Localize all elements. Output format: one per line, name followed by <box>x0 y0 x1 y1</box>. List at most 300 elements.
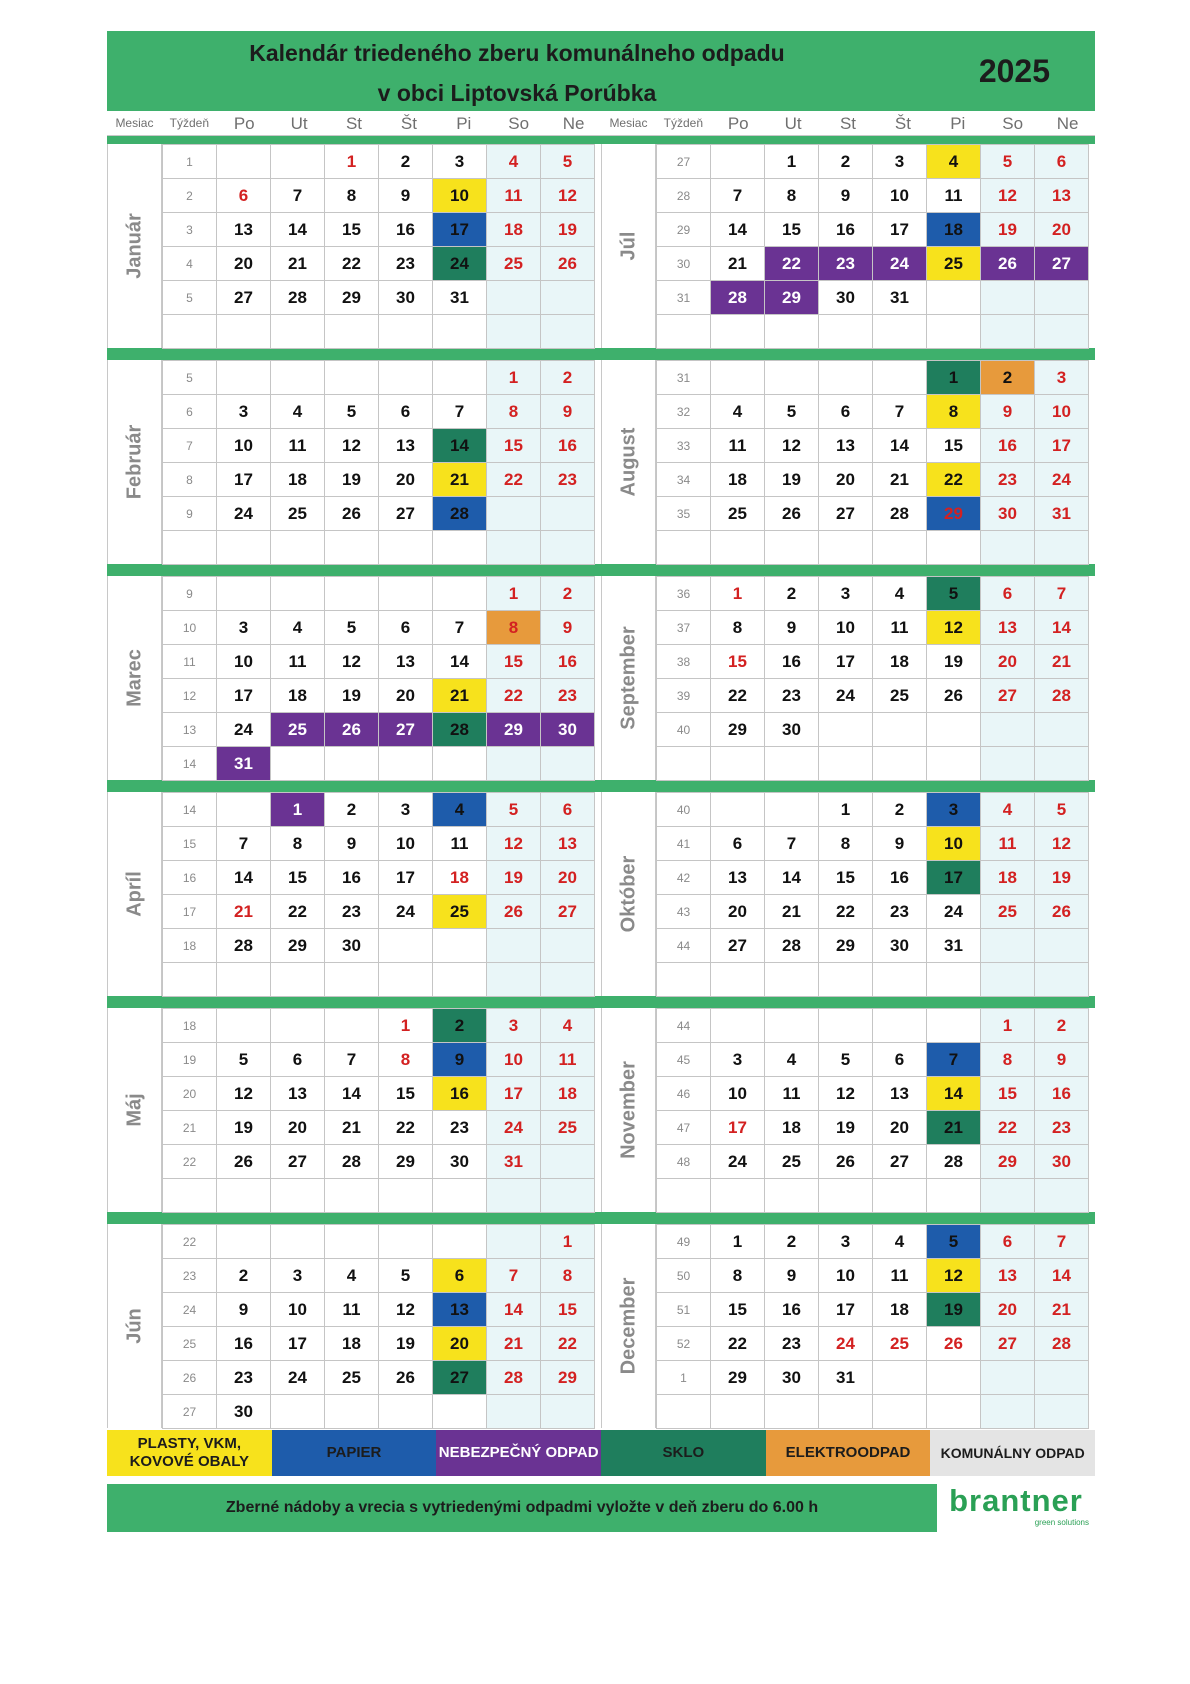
day-cell: 25 <box>324 1360 379 1395</box>
day-cell: 17 <box>818 1292 873 1327</box>
day-cell <box>872 360 927 395</box>
week-row <box>162 428 601 462</box>
day-cell <box>710 144 765 179</box>
week-number <box>656 530 711 565</box>
day-cell: 25 <box>710 496 765 531</box>
week-number: 27 <box>162 1394 217 1429</box>
header-day: Ut <box>784 113 802 133</box>
day-cell: 11 <box>872 610 927 645</box>
week-number <box>162 530 217 565</box>
week-number <box>656 314 711 349</box>
day-cell <box>216 1008 271 1043</box>
day-cell: 18 <box>270 678 325 713</box>
day-cell <box>486 962 541 997</box>
week-row <box>656 792 1095 826</box>
day-cell <box>216 576 271 611</box>
week-row <box>162 928 601 962</box>
day-cell: 29 <box>818 928 873 963</box>
day-cell <box>540 962 595 997</box>
month-name: Október <box>617 855 639 933</box>
day-cell: 23 <box>324 894 379 929</box>
week-number: 40 <box>656 792 711 827</box>
day-cell: 27 <box>378 712 433 747</box>
day-cell: 4 <box>270 610 325 645</box>
week-row <box>162 1110 601 1144</box>
day-cell: 11 <box>270 428 325 463</box>
day-cell <box>764 962 819 997</box>
day-cell <box>980 314 1035 349</box>
week-row <box>162 1292 601 1326</box>
day-cell: 10 <box>818 1258 873 1293</box>
month-label-cell <box>601 1008 656 1212</box>
day-cell: 21 <box>872 462 927 497</box>
month-grid <box>162 576 601 780</box>
day-cell: 26 <box>324 712 379 747</box>
day-cell: 24 <box>216 496 271 531</box>
day-cell: 20 <box>710 894 765 929</box>
day-cell: 3 <box>818 1224 873 1259</box>
day-cell: 15 <box>486 428 541 463</box>
week-row <box>162 496 601 530</box>
day-cell: 7 <box>432 610 487 645</box>
week-number: 12 <box>162 678 217 713</box>
day-cell: 25 <box>764 1144 819 1179</box>
day-cell: 28 <box>872 496 927 531</box>
day-cell: 16 <box>1034 1076 1089 1111</box>
day-cell: 8 <box>378 1042 433 1077</box>
day-cell: 21 <box>486 1326 541 1361</box>
day-cell: 23 <box>432 1110 487 1145</box>
day-cell: 10 <box>818 610 873 645</box>
day-cell: 14 <box>216 860 271 895</box>
day-cell <box>980 962 1035 997</box>
header-month: Mesiac <box>609 115 648 130</box>
day-cell: 18 <box>926 212 981 247</box>
day-cell: 19 <box>540 212 595 247</box>
month-name: Apríl <box>123 871 145 917</box>
day-cell <box>378 530 433 565</box>
day-cell <box>1034 962 1089 997</box>
week-number: 5 <box>162 360 217 395</box>
day-cell: 2 <box>540 576 595 611</box>
day-cell: 13 <box>980 1258 1035 1293</box>
week-row <box>656 428 1095 462</box>
month-február <box>107 360 601 564</box>
week-number: 4 <box>162 246 217 281</box>
day-cell: 12 <box>818 1076 873 1111</box>
day-cell: 24 <box>872 246 927 281</box>
week-number: 11 <box>162 644 217 679</box>
day-cell: 8 <box>980 1042 1035 1077</box>
week-number: 38 <box>656 644 711 679</box>
day-cell <box>216 1224 271 1259</box>
day-cell: 21 <box>270 246 325 281</box>
day-cell: 9 <box>378 178 433 213</box>
day-cell: 4 <box>872 1224 927 1259</box>
day-cell: 5 <box>540 144 595 179</box>
day-cell: 1 <box>486 360 541 395</box>
day-cell: 26 <box>486 894 541 929</box>
day-cell: 16 <box>378 212 433 247</box>
day-cell <box>216 360 271 395</box>
day-cell <box>378 962 433 997</box>
day-cell <box>872 1360 927 1395</box>
day-cell: 10 <box>378 826 433 861</box>
day-cell: 3 <box>216 610 271 645</box>
day-cell <box>324 360 379 395</box>
day-cell: 6 <box>378 610 433 645</box>
day-cell: 9 <box>432 1042 487 1077</box>
logo-tagline: green solutions <box>1034 1518 1089 1527</box>
day-cell <box>926 1008 981 1043</box>
week-number: 22 <box>162 1224 217 1259</box>
day-cell <box>270 1394 325 1429</box>
day-cell: 30 <box>764 1360 819 1395</box>
week-row <box>656 860 1095 894</box>
day-cell: 28 <box>486 1360 541 1395</box>
day-cell: 16 <box>818 212 873 247</box>
week-number: 26 <box>162 1360 217 1395</box>
day-cell: 7 <box>486 1258 541 1293</box>
day-cell: 6 <box>980 576 1035 611</box>
day-cell: 17 <box>1034 428 1089 463</box>
week-row <box>162 746 601 780</box>
week-number: 48 <box>656 1144 711 1179</box>
day-cell: 7 <box>872 394 927 429</box>
day-cell <box>980 928 1035 963</box>
week-number: 31 <box>656 280 711 315</box>
day-cell: 26 <box>926 1326 981 1361</box>
day-cell: 16 <box>980 428 1035 463</box>
day-cell: 16 <box>764 1292 819 1327</box>
week-number: 25 <box>162 1326 217 1361</box>
day-cell <box>710 962 765 997</box>
day-cell: 10 <box>872 178 927 213</box>
day-cell: 26 <box>1034 894 1089 929</box>
day-cell: 4 <box>486 144 541 179</box>
day-cell: 14 <box>872 428 927 463</box>
header-day: Št <box>894 113 911 133</box>
week-number: 24 <box>162 1292 217 1327</box>
day-cell <box>872 1008 927 1043</box>
day-cell: 16 <box>432 1076 487 1111</box>
day-cell <box>324 1178 379 1213</box>
day-cell: 5 <box>764 394 819 429</box>
day-cell: 8 <box>926 394 981 429</box>
day-cell: 23 <box>540 462 595 497</box>
day-cell: 11 <box>324 1292 379 1327</box>
day-cell: 20 <box>1034 212 1089 247</box>
week-row <box>656 1076 1095 1110</box>
day-cell: 28 <box>216 928 271 963</box>
header-day: Po <box>727 113 749 133</box>
week-row <box>656 1258 1095 1292</box>
week-number <box>656 1178 711 1213</box>
day-cell: 3 <box>378 792 433 827</box>
day-cell <box>378 1394 433 1429</box>
day-cell: 8 <box>270 826 325 861</box>
day-cell: 29 <box>710 1360 765 1395</box>
day-cell <box>1034 314 1089 349</box>
week-row <box>162 1042 601 1076</box>
month-name: Máj <box>123 1093 145 1127</box>
day-cell: 9 <box>1034 1042 1089 1077</box>
week-row <box>656 712 1095 746</box>
day-cell: 17 <box>432 212 487 247</box>
day-cell: 4 <box>764 1042 819 1077</box>
day-cell: 22 <box>980 1110 1035 1145</box>
week-row <box>656 1110 1095 1144</box>
day-cell: 15 <box>270 860 325 895</box>
day-cell: 13 <box>432 1292 487 1327</box>
day-cell: 2 <box>872 792 927 827</box>
day-cell <box>432 530 487 565</box>
day-cell: 25 <box>486 246 541 281</box>
month-júl <box>601 144 1095 348</box>
day-cell <box>764 1008 819 1043</box>
day-cell: 25 <box>270 712 325 747</box>
month-label-cell <box>107 576 162 780</box>
day-cell: 1 <box>540 1224 595 1259</box>
day-cell: 19 <box>764 462 819 497</box>
month-block <box>107 1224 1095 1428</box>
day-cell: 3 <box>872 144 927 179</box>
day-cell <box>764 792 819 827</box>
week-row <box>162 394 601 428</box>
day-cell <box>216 792 271 827</box>
day-cell: 8 <box>324 178 379 213</box>
day-cell: 30 <box>216 1394 271 1429</box>
day-cell: 17 <box>270 1326 325 1361</box>
day-cell: 20 <box>270 1110 325 1145</box>
week-number: 5 <box>162 280 217 315</box>
day-cell <box>378 1224 433 1259</box>
day-cell: 8 <box>486 610 541 645</box>
day-cell: 19 <box>216 1110 271 1145</box>
week-number: 14 <box>162 746 217 781</box>
day-cell: 30 <box>378 280 433 315</box>
day-cell: 17 <box>378 860 433 895</box>
day-cell: 6 <box>818 394 873 429</box>
day-cell: 6 <box>378 394 433 429</box>
day-cell: 19 <box>324 462 379 497</box>
day-cell: 21 <box>432 678 487 713</box>
day-cell: 1 <box>710 576 765 611</box>
day-cell <box>710 360 765 395</box>
week-number: 8 <box>162 462 217 497</box>
day-cell: 28 <box>432 712 487 747</box>
week-row <box>656 394 1095 428</box>
month-label-cell <box>107 360 162 564</box>
day-cell: 20 <box>432 1326 487 1361</box>
week-number: 43 <box>656 894 711 929</box>
week-number: 47 <box>656 1110 711 1145</box>
day-cell: 24 <box>270 1360 325 1395</box>
day-cell: 6 <box>270 1042 325 1077</box>
day-cell: 7 <box>432 394 487 429</box>
day-cell <box>764 1178 819 1213</box>
day-cell: 10 <box>710 1076 765 1111</box>
week-row <box>162 1258 601 1292</box>
section-divider <box>107 564 1095 576</box>
month-label-cell <box>601 792 656 996</box>
week-row <box>162 144 601 178</box>
day-cell: 22 <box>926 462 981 497</box>
day-cell: 13 <box>378 428 433 463</box>
day-cell <box>432 1224 487 1259</box>
day-cell: 3 <box>486 1008 541 1043</box>
week-number: 36 <box>656 576 711 611</box>
week-row <box>162 826 601 860</box>
day-cell: 25 <box>926 246 981 281</box>
week-number: 1 <box>656 1360 711 1395</box>
day-cell: 27 <box>980 1326 1035 1361</box>
day-cell <box>216 144 271 179</box>
day-cell: 12 <box>324 644 379 679</box>
month-name: Január <box>123 213 145 279</box>
day-cell <box>432 576 487 611</box>
week-row <box>162 530 601 564</box>
day-cell: 28 <box>764 928 819 963</box>
day-cell: 6 <box>980 1224 1035 1259</box>
header-month: Mesiac <box>115 115 154 130</box>
week-number: 37 <box>656 610 711 645</box>
day-cell <box>378 576 433 611</box>
day-cell <box>1034 530 1089 565</box>
day-cell <box>1034 1178 1089 1213</box>
month-grid <box>162 1008 601 1212</box>
day-cell <box>270 746 325 781</box>
day-cell <box>270 360 325 395</box>
day-cell: 11 <box>764 1076 819 1111</box>
day-cell: 7 <box>324 1042 379 1077</box>
day-cell: 4 <box>872 576 927 611</box>
day-cell <box>324 1224 379 1259</box>
day-cell: 22 <box>710 678 765 713</box>
day-cell: 21 <box>1034 644 1089 679</box>
day-cell: 30 <box>872 928 927 963</box>
section-divider <box>107 348 1095 360</box>
week-number: 49 <box>656 1224 711 1259</box>
day-cell: 26 <box>324 496 379 531</box>
day-cell: 3 <box>818 576 873 611</box>
day-cell <box>710 530 765 565</box>
day-cell: 26 <box>378 1360 433 1395</box>
day-cell: 2 <box>216 1258 271 1293</box>
day-cell: 21 <box>1034 1292 1089 1327</box>
day-cell: 8 <box>818 826 873 861</box>
week-row <box>656 962 1095 996</box>
day-cell <box>216 314 271 349</box>
day-cell: 10 <box>486 1042 541 1077</box>
week-number: 30 <box>656 246 711 281</box>
day-cell: 28 <box>324 1144 379 1179</box>
week-row <box>656 1042 1095 1076</box>
day-cell: 31 <box>818 1360 873 1395</box>
day-cell: 19 <box>486 860 541 895</box>
day-cell: 29 <box>980 1144 1035 1179</box>
week-number: 33 <box>656 428 711 463</box>
week-row <box>656 530 1095 564</box>
day-cell <box>270 530 325 565</box>
day-cell: 31 <box>432 280 487 315</box>
week-row <box>162 860 601 894</box>
logo-brand: brantner <box>949 1483 1083 1518</box>
day-cell: 15 <box>818 860 873 895</box>
day-cell: 8 <box>764 178 819 213</box>
week-number: 17 <box>162 894 217 929</box>
day-cell <box>1034 928 1089 963</box>
week-row <box>162 314 601 348</box>
day-cell: 1 <box>324 144 379 179</box>
week-row <box>162 576 601 610</box>
week-row <box>162 962 601 996</box>
week-row <box>656 246 1095 280</box>
day-cell <box>1034 1394 1089 1429</box>
day-cell: 3 <box>270 1258 325 1293</box>
day-cell: 14 <box>432 428 487 463</box>
day-cell: 2 <box>540 360 595 395</box>
week-number <box>656 962 711 997</box>
week-number: 19 <box>162 1042 217 1077</box>
day-cell: 21 <box>324 1110 379 1145</box>
week-row <box>162 1008 601 1042</box>
week-number: 34 <box>656 462 711 497</box>
day-cell <box>926 1360 981 1395</box>
day-cell: 25 <box>270 496 325 531</box>
day-cell: 8 <box>710 610 765 645</box>
day-cell: 22 <box>764 246 819 281</box>
day-cell: 12 <box>324 428 379 463</box>
day-cell: 4 <box>324 1258 379 1293</box>
day-cell <box>540 314 595 349</box>
day-cell: 16 <box>764 644 819 679</box>
day-cell: 11 <box>980 826 1035 861</box>
day-cell: 7 <box>764 826 819 861</box>
header-week: Týždeň <box>169 115 210 130</box>
day-cell <box>926 1394 981 1429</box>
day-cell <box>764 360 819 395</box>
day-cell: 24 <box>818 678 873 713</box>
day-cell <box>872 1394 927 1429</box>
day-cell: 2 <box>432 1008 487 1043</box>
day-cell <box>324 746 379 781</box>
day-cell: 17 <box>710 1110 765 1145</box>
week-number: 40 <box>656 712 711 747</box>
day-cell: 14 <box>486 1292 541 1327</box>
day-cell <box>926 314 981 349</box>
day-cell: 14 <box>432 644 487 679</box>
week-number: 51 <box>656 1292 711 1327</box>
month-jún <box>107 1224 601 1428</box>
day-cell <box>432 928 487 963</box>
day-cell <box>764 746 819 781</box>
day-cell: 2 <box>1034 1008 1089 1043</box>
day-cell: 15 <box>980 1076 1035 1111</box>
day-cell: 19 <box>926 644 981 679</box>
day-cell: 20 <box>818 462 873 497</box>
week-row <box>162 462 601 496</box>
week-row <box>162 1144 601 1178</box>
week-number: 28 <box>656 178 711 213</box>
day-cell <box>324 1008 379 1043</box>
day-cell: 29 <box>324 280 379 315</box>
week-row <box>162 178 601 212</box>
day-cell <box>980 712 1035 747</box>
day-cell <box>432 314 487 349</box>
header-day: Št <box>400 113 417 133</box>
month-grid <box>656 792 1095 996</box>
